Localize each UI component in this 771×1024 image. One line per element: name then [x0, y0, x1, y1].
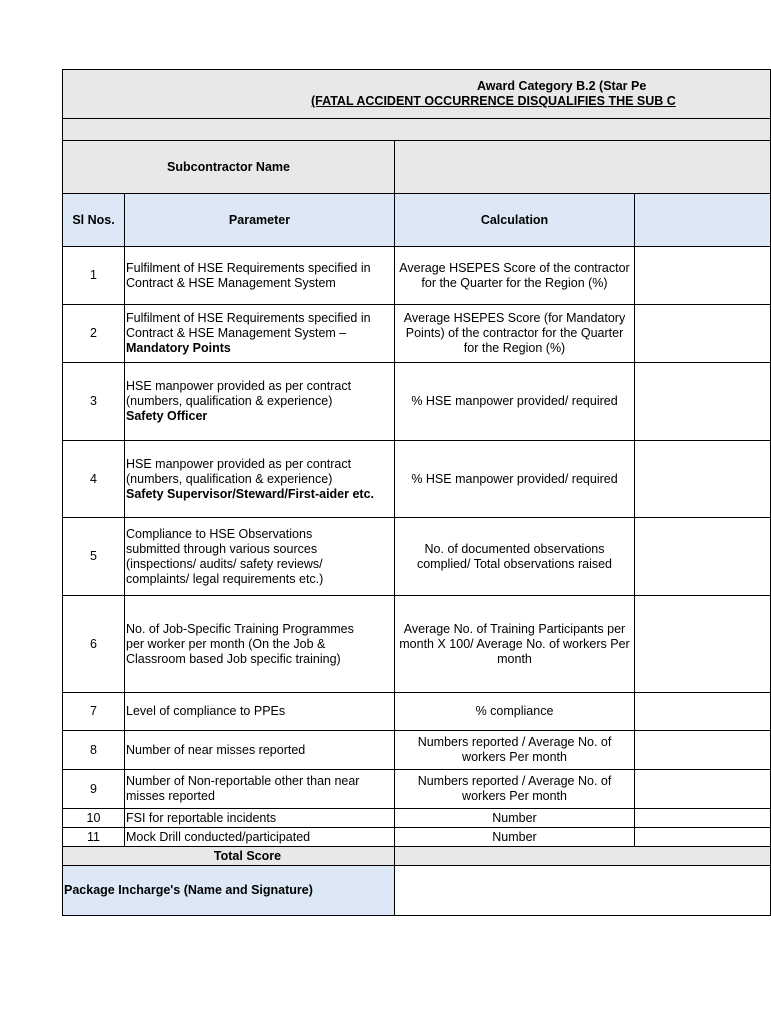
row-sl: 9: [63, 770, 125, 809]
table-row: [63, 693, 771, 731]
total-score-label: Total Score: [63, 847, 395, 866]
col-sl-header: Sl Nos.: [63, 194, 125, 247]
row-calculation: Number: [395, 809, 635, 828]
row-score-cell[interactable]: [635, 305, 771, 363]
award-title-line1: Award Category B.2 (Star Pe: [477, 79, 647, 93]
subcontractor-name-field[interactable]: [395, 141, 771, 194]
row-parameter: HSE manpower provided as per contract (numbers, qualification & experience) Safety Officer: [125, 363, 395, 441]
table-row: [63, 596, 771, 693]
row-score-cell[interactable]: [635, 693, 771, 731]
col-calculation-header: Calculation: [395, 194, 635, 247]
row-parameter: FSI for reportable incidents: [125, 809, 395, 828]
row-score-cell[interactable]: [635, 731, 771, 770]
row-parameter: Fulfilment of HSE Requirements specified in Contract & HSE Management System: [125, 247, 395, 305]
row-sl: 10: [63, 809, 125, 828]
row-calculation: Average No. of Training Participants per month X 100/ Average No. of workers Per month: [395, 596, 635, 693]
row-sl: 11: [63, 828, 125, 847]
row-sl: 2: [63, 305, 125, 363]
table-row: [63, 731, 771, 770]
row-sl: 8: [63, 731, 125, 770]
row-parameter: HSE manpower provided as per contract (numbers, qualification & experience) Safety Supervisor/Steward/First-aider etc.: [125, 441, 395, 518]
row-score-cell[interactable]: [635, 441, 771, 518]
col-parameter-header: Parameter: [125, 194, 395, 247]
row-score-cell[interactable]: [635, 247, 771, 305]
spacer-row: [63, 119, 771, 141]
row-sl: 5: [63, 518, 125, 596]
row-calculation: No. of documented observations complied/ Total observations raised: [395, 518, 635, 596]
package-incharge-label: Package Incharge's (Name and Signature): [63, 866, 395, 916]
table-row: [63, 770, 771, 809]
row-parameter: Compliance to HSE Observations submitted through various sources (inspections/ audits/ safety reviews/ complaints/ legal requirements etc.): [125, 518, 395, 596]
row-parameter: Fulfilment of HSE Requirements specified in Contract & HSE Management System – Mandatory Points: [125, 305, 395, 363]
row-score-cell[interactable]: [635, 518, 771, 596]
row-sl: 4: [63, 441, 125, 518]
row-score-cell[interactable]: [635, 363, 771, 441]
row-score-cell[interactable]: [635, 596, 771, 693]
row-calculation: Numbers reported / Average No. of workers Per month: [395, 731, 635, 770]
total-score-value: [395, 847, 771, 866]
table-row: [63, 305, 771, 363]
row-parameter: Level of compliance to PPEs: [125, 693, 395, 731]
col-extra-header: [635, 194, 771, 247]
table-row: [63, 441, 771, 518]
table-row: [63, 518, 771, 596]
subcontractor-name-label: Subcontractor Name: [63, 141, 395, 194]
row-parameter: Number of near misses reported: [125, 731, 395, 770]
row-parameter: Number of Non-reportable other than near misses reported: [125, 770, 395, 809]
table-row: [63, 247, 771, 305]
row-parameter: Mock Drill conducted/participated: [125, 828, 395, 847]
row-calculation: Numbers reported / Average No. of workers Per month: [395, 770, 635, 809]
table-row: [63, 363, 771, 441]
row-sl: 6: [63, 596, 125, 693]
table-row: [63, 828, 771, 847]
row-sl: 1: [63, 247, 125, 305]
row-sl: 3: [63, 363, 125, 441]
row-calculation: Average HSEPES Score of the contractor for the Quarter for the Region (%): [395, 247, 635, 305]
row-score-cell[interactable]: [635, 770, 771, 809]
row-sl: 7: [63, 693, 125, 731]
award-title-line2: (FATAL ACCIDENT OCCURRENCE DISQUALIFIES THE SUB C: [311, 94, 676, 108]
row-calculation: % HSE manpower provided/ required: [395, 441, 635, 518]
row-score-cell[interactable]: [635, 828, 771, 847]
package-incharge-signature-field[interactable]: [395, 866, 771, 916]
score-table: [62, 69, 771, 916]
table-row: [63, 809, 771, 828]
row-calculation: Average HSEPES Score (for Mandatory Points) of the contractor for the Quarter for the Region (%): [395, 305, 635, 363]
row-parameter: No. of Job-Specific Training Programmes per worker per month (On the Job & Classroom based Job specific training): [125, 596, 395, 693]
row-calculation: % compliance: [395, 693, 635, 731]
row-score-cell[interactable]: [635, 809, 771, 828]
score-sheet: [62, 69, 676, 916]
row-calculation: Number: [395, 828, 635, 847]
row-calculation: % HSE manpower provided/ required: [395, 363, 635, 441]
award-title-cell: [63, 70, 771, 119]
